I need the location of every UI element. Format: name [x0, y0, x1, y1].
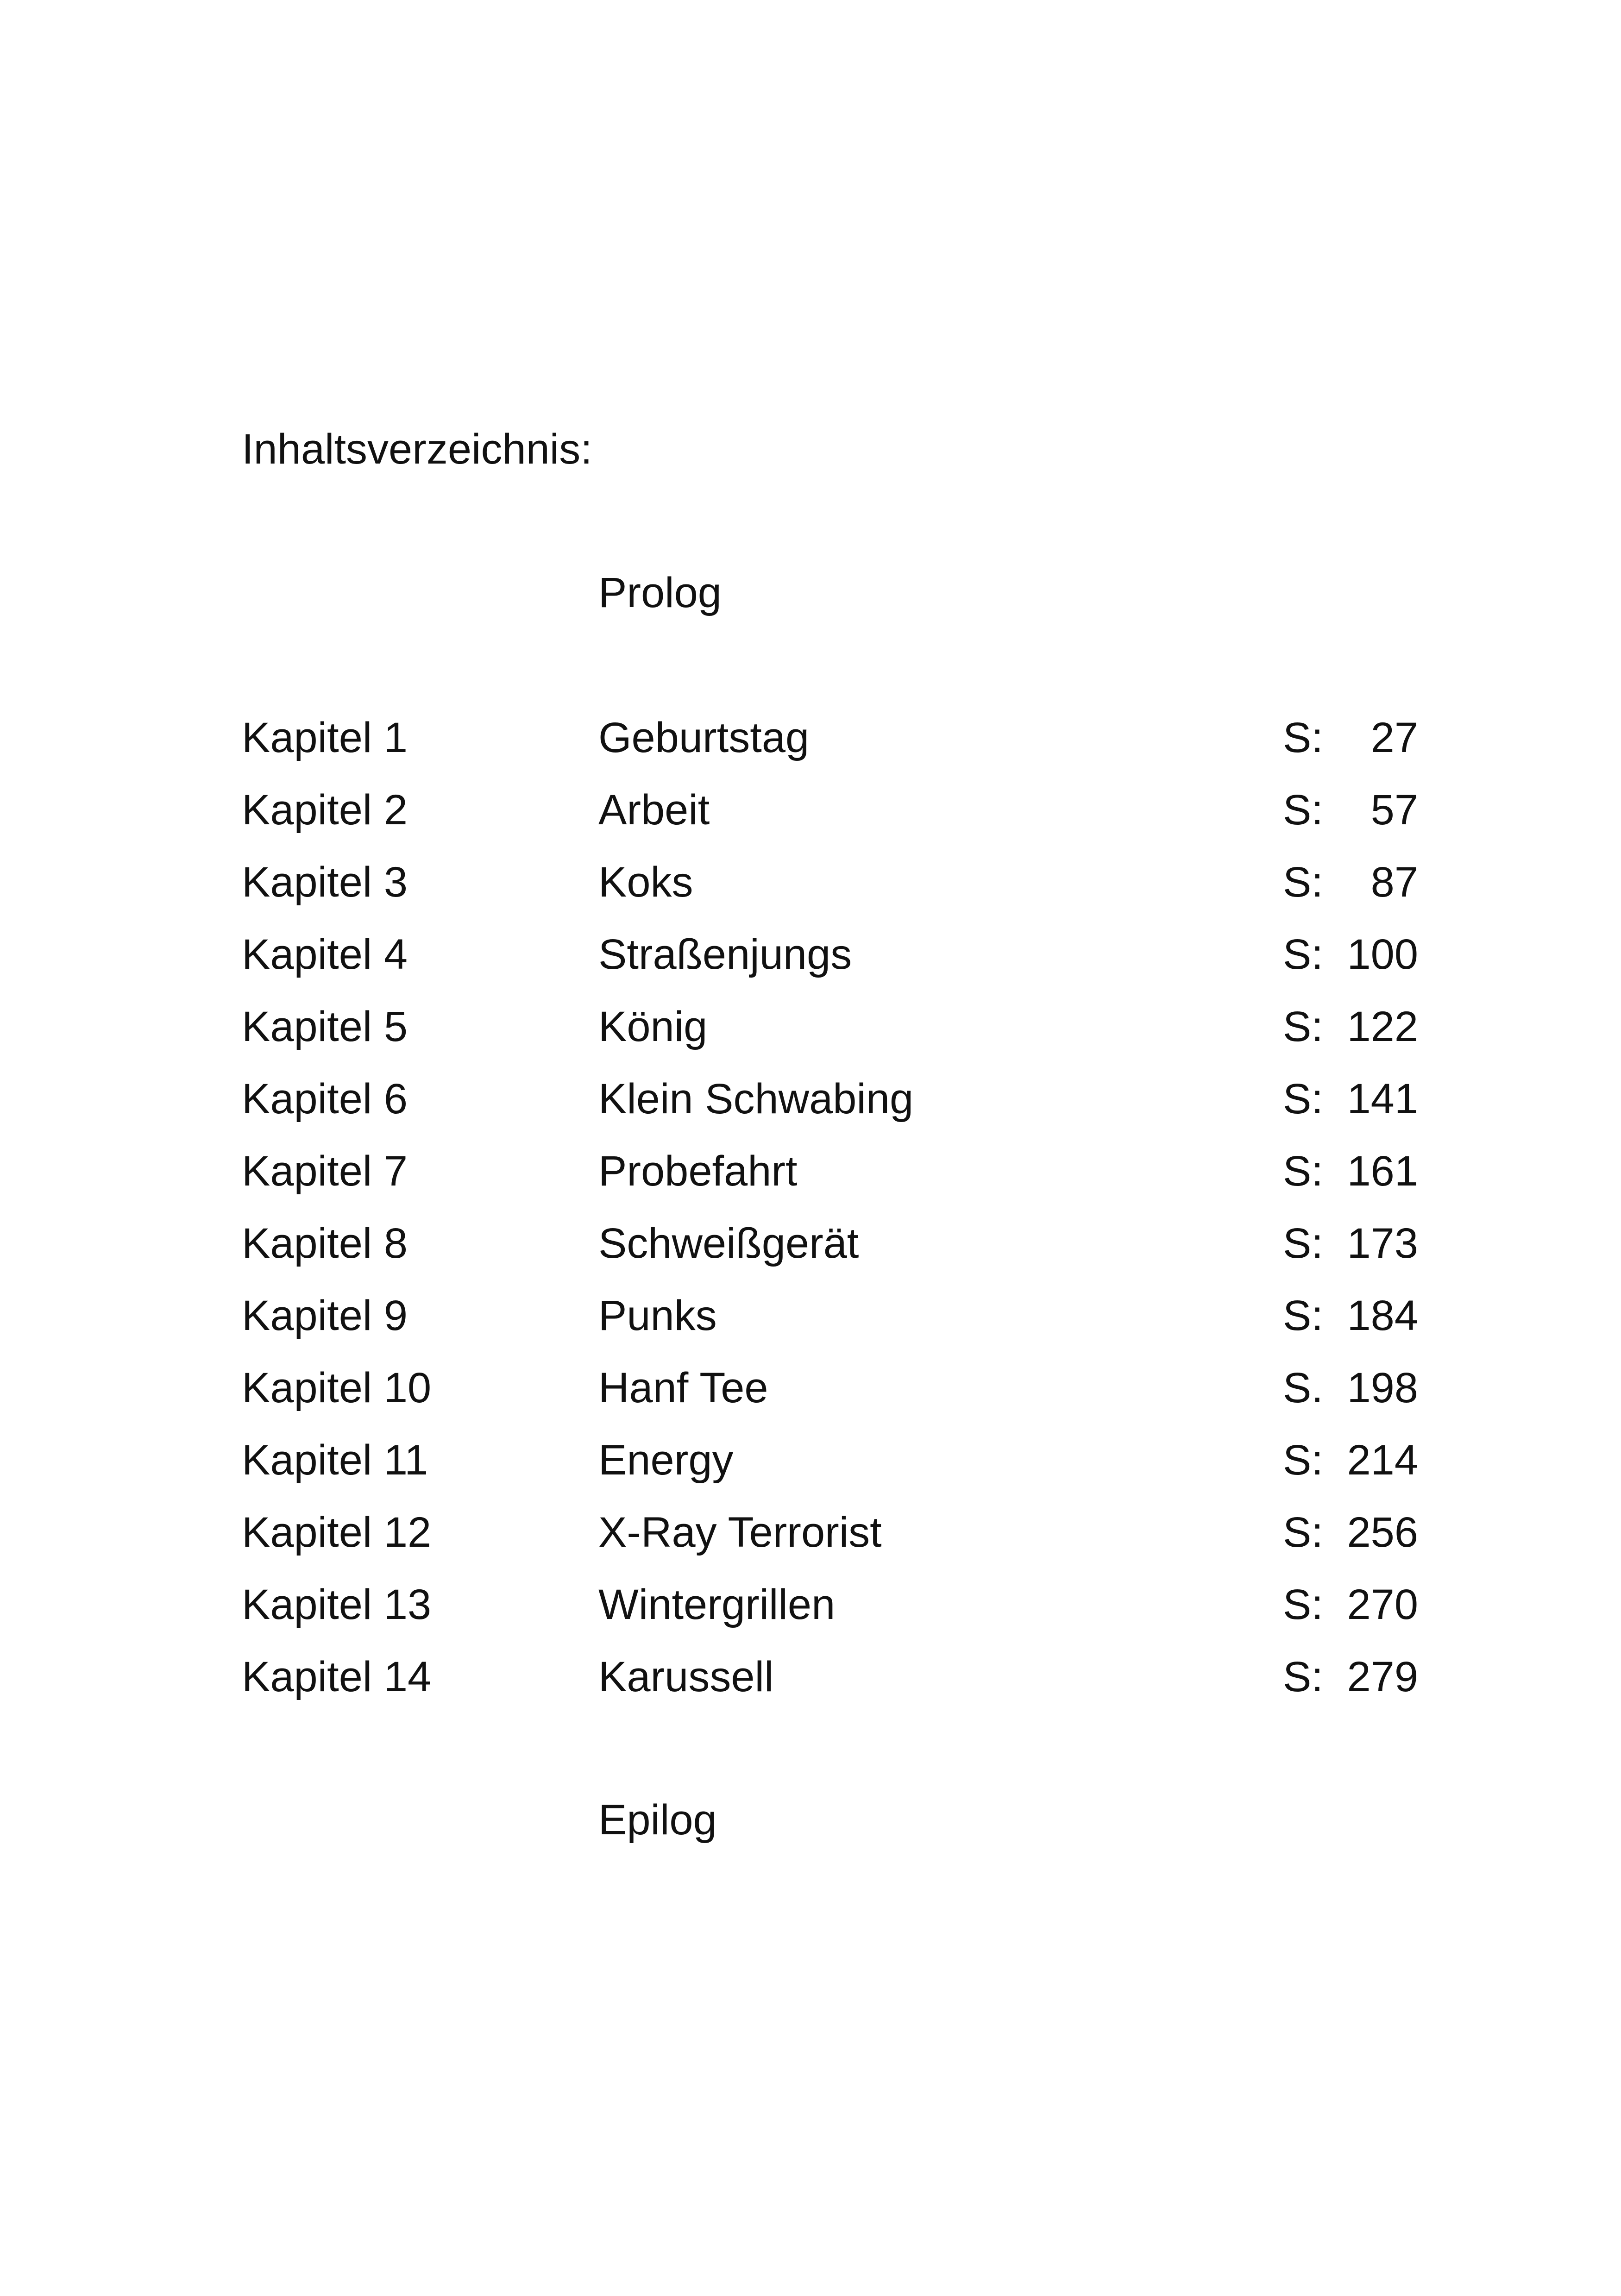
chapter-title: Punks: [598, 1292, 717, 1339]
page-prefix: S:: [1283, 786, 1323, 834]
toc-row: [242, 1644, 1418, 1717]
page-prefix: S:: [1283, 1437, 1323, 1484]
toc-row: [242, 778, 1418, 850]
chapter-title: X-Ray Terrorist: [598, 1509, 882, 1556]
page-number: 270: [1347, 1581, 1418, 1628]
toc-heading: Inhaltsverzeichnis:: [242, 426, 592, 473]
page-prefix: S:: [1283, 1292, 1323, 1339]
page-number: 57: [1370, 786, 1418, 834]
page-number: 256: [1347, 1509, 1418, 1556]
page-number: 173: [1347, 1220, 1418, 1267]
chapter-label: Kapitel 4: [242, 931, 408, 978]
page-prefix: S:: [1283, 1075, 1323, 1123]
toc-row: [242, 1211, 1418, 1283]
chapter-label: Kapitel 5: [242, 1003, 408, 1050]
page-number: 161: [1347, 1148, 1418, 1195]
toc-row: [242, 994, 1418, 1066]
chapter-label: Kapitel 2: [242, 786, 408, 834]
toc-row: [242, 1572, 1418, 1644]
chapter-label: Kapitel 8: [242, 1220, 408, 1267]
prolog-entry: Prolog: [598, 569, 722, 616]
page-prefix: S:: [1283, 1220, 1323, 1267]
page-prefix: S:: [1283, 1509, 1323, 1556]
toc-row: [242, 1428, 1418, 1500]
chapter-label: Kapitel 13: [242, 1581, 432, 1628]
chapter-label: Kapitel 11: [242, 1437, 428, 1484]
page-number: 214: [1347, 1437, 1418, 1484]
page-prefix: S:: [1283, 1148, 1323, 1195]
table-of-contents: [242, 705, 1418, 1717]
chapter-title: Probefahrt: [598, 1148, 798, 1195]
chapter-title: Klein Schwabing: [598, 1075, 914, 1123]
chapter-title: Arbeit: [598, 786, 710, 834]
page-prefix: S:: [1283, 859, 1323, 906]
chapter-title: Straßenjungs: [598, 931, 852, 978]
page-number: 100: [1347, 931, 1418, 978]
toc-row: [242, 922, 1418, 994]
chapter-label: Kapitel 10: [242, 1364, 432, 1411]
page-number: 198: [1347, 1364, 1418, 1411]
page-number: 87: [1370, 859, 1418, 906]
chapter-label: Kapitel 9: [242, 1292, 408, 1339]
chapter-label: Kapitel 12: [242, 1509, 432, 1556]
chapter-title: König: [598, 1003, 708, 1050]
toc-row: [242, 1355, 1418, 1428]
chapter-title: Wintergrillen: [598, 1581, 836, 1628]
page-prefix: S:: [1283, 1003, 1323, 1050]
toc-row: [242, 1283, 1418, 1355]
page-prefix: S:: [1283, 931, 1323, 978]
page-number: 184: [1347, 1292, 1418, 1339]
epilog-entry: Epilog: [598, 1796, 717, 1844]
toc-row: [242, 850, 1418, 922]
chapter-title: Schweißgerät: [598, 1220, 859, 1267]
chapter-title: Energy: [598, 1437, 734, 1484]
page-number: 279: [1347, 1653, 1418, 1700]
page-number: 122: [1347, 1003, 1418, 1050]
chapter-title: Karussell: [598, 1653, 774, 1700]
page-prefix: S:: [1283, 714, 1323, 761]
toc-row: [242, 1139, 1418, 1211]
chapter-label: Kapitel 14: [242, 1653, 432, 1700]
chapter-title: Koks: [598, 859, 693, 906]
page-prefix: S:: [1283, 1653, 1323, 1700]
chapter-title: Hanf Tee: [598, 1364, 768, 1411]
toc-row: [242, 1500, 1418, 1572]
toc-row: [242, 705, 1418, 778]
toc-row: [242, 1066, 1418, 1139]
chapter-label: Kapitel 1: [242, 714, 408, 761]
page-number: 141: [1347, 1075, 1418, 1123]
chapter-label: Kapitel 7: [242, 1148, 408, 1195]
chapter-label: Kapitel 3: [242, 859, 408, 906]
chapter-label: Kapitel 6: [242, 1075, 408, 1123]
page-prefix: S:: [1283, 1581, 1323, 1628]
page-prefix: S.: [1283, 1364, 1323, 1411]
chapter-title: Geburtstag: [598, 714, 810, 761]
page-number: 27: [1370, 714, 1418, 761]
